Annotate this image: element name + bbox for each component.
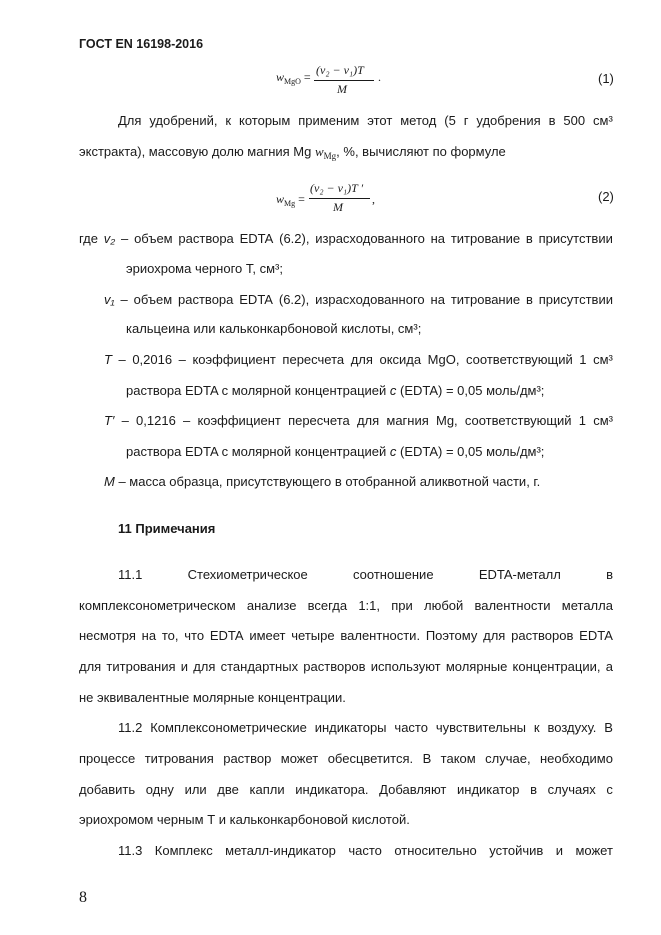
word: применим bbox=[298, 113, 360, 128]
word: удобрений, bbox=[149, 113, 218, 128]
word: Комплексонометрические bbox=[150, 720, 307, 735]
word: обесцветится. bbox=[327, 751, 414, 766]
word: 1:1, bbox=[358, 598, 381, 613]
word: соответствующий bbox=[464, 413, 572, 428]
word: относительно bbox=[394, 843, 477, 858]
word: Mg, bbox=[435, 413, 458, 428]
word: раствора bbox=[178, 292, 234, 307]
word: индикатор bbox=[457, 782, 520, 797]
word: v₁ bbox=[104, 292, 115, 307]
word: и bbox=[555, 843, 564, 858]
word: что bbox=[184, 628, 205, 643]
formula-2-lhs: $w_{Mg}$ = bbox=[276, 192, 305, 208]
word: случае, bbox=[485, 751, 531, 766]
formula-1-lhs: $w_{MgO}$ = bbox=[276, 70, 311, 86]
word: Для bbox=[118, 113, 142, 128]
page-number: 8 bbox=[79, 889, 87, 906]
word: В bbox=[604, 720, 613, 735]
word: валентности bbox=[474, 598, 551, 613]
word: Добавляют bbox=[379, 782, 447, 797]
word: анализе bbox=[246, 598, 297, 613]
word: к bbox=[533, 720, 540, 735]
note-11-1-line-1 bbox=[118, 567, 613, 582]
word: в bbox=[530, 782, 538, 797]
word: Стехиометрическое bbox=[187, 567, 308, 582]
where-v1-line-2: кальцеина или кальконкарбоновой кислоты, см³; bbox=[126, 321, 422, 336]
word: или bbox=[184, 782, 207, 797]
word: индикаторы bbox=[314, 720, 387, 735]
word: воздуху. bbox=[547, 720, 597, 735]
word: – bbox=[118, 352, 126, 367]
where-Tprime-line-1 bbox=[104, 413, 613, 428]
word: коэффициент bbox=[192, 352, 276, 367]
formula-2-denominator: M bbox=[333, 200, 343, 214]
where-v1-line-1 bbox=[104, 292, 613, 307]
formula-1-denominator: M bbox=[337, 82, 347, 96]
word: для bbox=[483, 628, 506, 643]
word: концентрации, bbox=[512, 659, 601, 674]
word: добавить bbox=[79, 782, 136, 797]
word: присутствии bbox=[538, 231, 613, 246]
word: этот bbox=[367, 113, 393, 128]
word: молярные bbox=[445, 659, 508, 674]
note-11-2-line-4: эриохромом черным Т и кальконкарбоновой кислотой. bbox=[79, 812, 410, 827]
word: EDTA bbox=[239, 231, 274, 246]
word: 1 bbox=[578, 413, 586, 428]
word: индикатора. bbox=[295, 782, 369, 797]
word: объем bbox=[134, 231, 173, 246]
word: и bbox=[180, 659, 188, 674]
formula-2-numerator: (v₂ − v₁)T ′ bbox=[310, 181, 364, 195]
word: для bbox=[79, 659, 102, 674]
word: капли bbox=[249, 782, 285, 797]
where-v2-line-2: эриохрома черного Т, см³; bbox=[126, 261, 283, 276]
document-code-header: ГОСТ EN 16198-2016 bbox=[79, 37, 204, 51]
word: см³ bbox=[593, 352, 613, 367]
word: имеет bbox=[249, 628, 286, 643]
word: случаях bbox=[547, 782, 596, 797]
word: растворов bbox=[511, 628, 574, 643]
note-11-2-line-2 bbox=[79, 751, 613, 766]
note-11-1-line-4 bbox=[79, 659, 613, 674]
where-T-line-2: раствора EDTA с молярной концентрацией c (EDTA) = 0,05 моль/дм³; bbox=[126, 383, 545, 398]
word: EDTA bbox=[579, 628, 613, 643]
word: метод bbox=[400, 113, 437, 128]
word: используют bbox=[370, 659, 441, 674]
word: на bbox=[141, 628, 157, 643]
word: пересчета bbox=[288, 413, 350, 428]
formula-1-numerator: (v₂ − v₁)T bbox=[316, 63, 364, 77]
word: см³ bbox=[593, 113, 613, 128]
word: 0,2016 bbox=[132, 352, 173, 367]
word: с bbox=[606, 782, 613, 797]
word: – bbox=[120, 292, 128, 307]
word: MgO, bbox=[427, 352, 460, 367]
word: может bbox=[280, 751, 319, 766]
word: 11.3 bbox=[118, 843, 143, 858]
word: раствора bbox=[178, 231, 234, 246]
word: израсходованного bbox=[315, 292, 425, 307]
word: – bbox=[121, 231, 129, 246]
word: часто bbox=[348, 843, 382, 858]
word: которым bbox=[239, 113, 291, 128]
word: всегда bbox=[307, 598, 348, 613]
note-11-3-line-1 bbox=[118, 843, 613, 858]
word: в bbox=[525, 231, 533, 246]
word: EDTA bbox=[239, 292, 273, 307]
word: титрование bbox=[450, 231, 521, 246]
word: израсходованного bbox=[315, 231, 425, 246]
word: v₂ bbox=[103, 231, 116, 246]
section-heading-notes: 11 Примечания bbox=[118, 521, 216, 536]
where-M-line: M – масса образца, присутствующего в отобранной аликвотной части, г. bbox=[104, 474, 541, 489]
word: – bbox=[121, 413, 129, 428]
word: на bbox=[430, 231, 446, 246]
word: а bbox=[605, 659, 613, 674]
word: соотношение bbox=[353, 567, 434, 582]
word: Поэтому bbox=[425, 628, 478, 643]
word: на bbox=[430, 292, 445, 307]
word: 500 bbox=[563, 113, 586, 128]
word: то, bbox=[161, 628, 179, 643]
word: при bbox=[391, 598, 413, 613]
word: г bbox=[463, 113, 469, 128]
note-11-1-line-3 bbox=[79, 628, 613, 643]
word: необходимо bbox=[539, 751, 613, 766]
word: соответствующий bbox=[466, 352, 573, 367]
word: (5 bbox=[444, 113, 456, 128]
word: для bbox=[350, 352, 373, 367]
word: объем bbox=[133, 292, 173, 307]
formula-2-number: (2) bbox=[598, 189, 614, 204]
formula-1-fraction-bar bbox=[314, 80, 374, 81]
word: для bbox=[356, 413, 380, 428]
word: – bbox=[183, 413, 191, 428]
word: оксида bbox=[379, 352, 422, 367]
word: комплексонометрическом bbox=[79, 598, 236, 613]
where-v2-line-1 bbox=[79, 231, 613, 246]
word: в bbox=[525, 292, 533, 307]
word: может bbox=[575, 843, 613, 858]
word: удобрения bbox=[476, 113, 541, 128]
where-T-line-1 bbox=[104, 352, 613, 367]
where-Tprime-line-2: раствора EDTA с молярной концентрацией c (EDTA) = 0,05 моль/дм³; bbox=[126, 444, 545, 459]
word: металла bbox=[561, 598, 613, 613]
note-11-1-line-2 bbox=[79, 598, 613, 613]
word: В bbox=[422, 751, 432, 766]
word: металл-индикатор bbox=[225, 843, 336, 858]
word: в bbox=[606, 567, 613, 582]
word: где bbox=[79, 231, 98, 246]
word: 11.2 bbox=[118, 720, 143, 735]
word: коэффициент bbox=[197, 413, 281, 428]
formula-1-trail: . bbox=[378, 70, 381, 84]
word: валентности. bbox=[340, 628, 421, 643]
word: T bbox=[104, 352, 112, 367]
word: (6.2), bbox=[278, 292, 310, 307]
word: к bbox=[225, 113, 232, 128]
word: устойчив bbox=[489, 843, 544, 858]
word: см³ bbox=[593, 413, 613, 428]
word: чувствительны bbox=[435, 720, 527, 735]
word: магния bbox=[386, 413, 429, 428]
note-11-2-line-1 bbox=[118, 720, 613, 735]
word: (6.2), bbox=[279, 231, 310, 246]
word: пересчета bbox=[282, 352, 345, 367]
word: титрования bbox=[144, 751, 214, 766]
note-11-1-line-5: не эквивалентные молярные концентрации. bbox=[79, 690, 346, 705]
word: стандартных bbox=[220, 659, 299, 674]
word: Комплекс bbox=[154, 843, 213, 858]
fertilizer-paragraph-line-1 bbox=[118, 113, 613, 128]
word: 11.1 bbox=[118, 567, 143, 582]
word: процессе bbox=[79, 751, 136, 766]
word: в bbox=[548, 113, 556, 128]
word: для bbox=[193, 659, 216, 674]
word: четыре bbox=[291, 628, 335, 643]
word: 1 bbox=[579, 352, 587, 367]
word: T′ bbox=[104, 413, 115, 428]
fertilizer-paragraph-line-2: экстракта), массовую долю магния Mg $w_{Mg}$, %, вычисляют по формуле bbox=[79, 144, 506, 161]
word: присутствии bbox=[538, 292, 613, 307]
word: титрования bbox=[106, 659, 176, 674]
word: одну bbox=[145, 782, 174, 797]
formula-1-number: (1) bbox=[598, 71, 614, 86]
word: 0,1216 bbox=[136, 413, 176, 428]
word: EDTA-металл bbox=[478, 567, 561, 582]
word: несмотря bbox=[79, 628, 136, 643]
word: титрование bbox=[450, 292, 521, 307]
word: любой bbox=[423, 598, 464, 613]
word: две bbox=[217, 782, 239, 797]
note-11-2-line-3 bbox=[79, 782, 613, 797]
formula-2-fraction-bar bbox=[309, 198, 370, 199]
word: EDTA bbox=[209, 628, 244, 643]
formula-2-trail: , bbox=[372, 192, 375, 206]
word: раствор bbox=[223, 751, 272, 766]
word: – bbox=[178, 352, 186, 367]
word: растворов bbox=[303, 659, 366, 674]
word: часто bbox=[394, 720, 428, 735]
word: таком bbox=[440, 751, 476, 766]
